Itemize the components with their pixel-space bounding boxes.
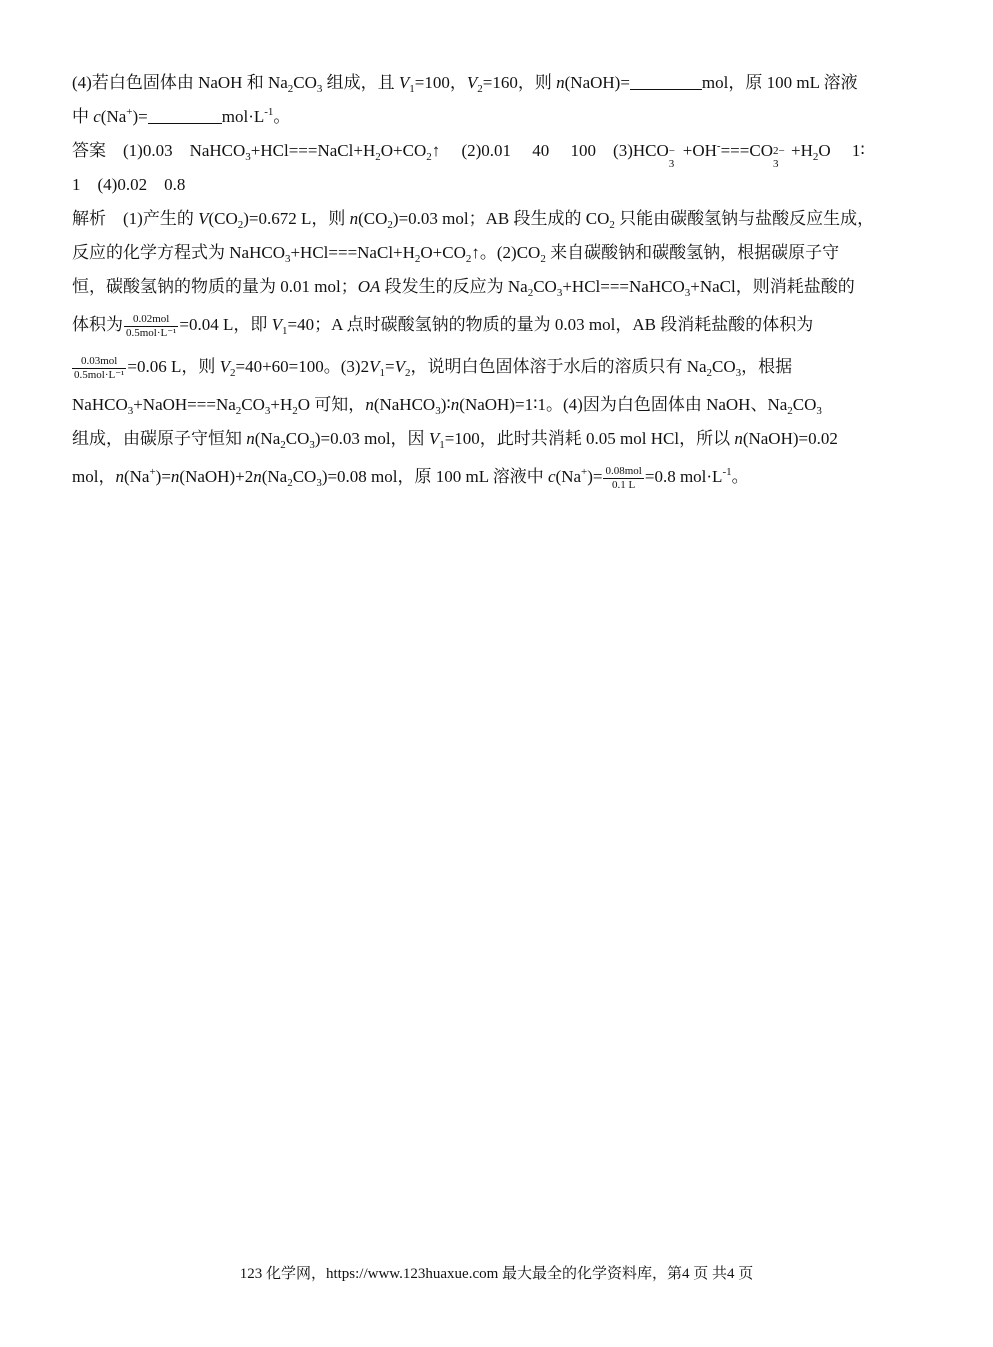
ion-charge xyxy=(772,140,791,170)
fraction xyxy=(124,313,178,340)
analysis-text: (NaOH)=0.02 xyxy=(742,429,838,448)
subscript: 3 xyxy=(668,158,675,170)
analysis-text: CO xyxy=(533,277,557,296)
subscript: 2 xyxy=(706,367,713,379)
analysis-text: +NaOH===Na xyxy=(133,395,236,414)
subscript: 3 xyxy=(435,405,441,417)
analysis-text: )=0.672 L，则 xyxy=(243,209,350,228)
analysis-text: 段发生的反应为 Na xyxy=(380,277,528,296)
analysis-text: =40；A 点时碳酸氢钠的物质的量为 0.03 mol，AB 段消耗盐酸的体积为 xyxy=(287,315,814,334)
analysis-text: (Na xyxy=(555,467,582,486)
analysis-text: ↑。(2)CO xyxy=(471,243,541,262)
answer-part: O+CO xyxy=(380,141,427,160)
answer-part: 0.8 xyxy=(164,175,186,194)
analysis-text: CO xyxy=(292,467,317,486)
analysis-line-8 xyxy=(72,456,924,498)
analysis-line-7 xyxy=(72,422,924,456)
analysis-text: mol， xyxy=(72,467,116,486)
answer-blank-naoh xyxy=(630,69,702,90)
analysis-text: )=0.03 mol，因 xyxy=(314,429,429,448)
q4-text: (Na xyxy=(100,107,127,126)
fraction-denominator: 0.5mol·L⁻¹ xyxy=(74,368,125,381)
superscript: 2− xyxy=(772,145,785,157)
ion-charge xyxy=(668,140,683,170)
subscript: 2 xyxy=(280,439,286,451)
analysis-text: =0.04 L，即 xyxy=(179,315,272,334)
analysis-text: O 可知， xyxy=(297,395,366,414)
subscript: 3 xyxy=(316,83,323,95)
document-body xyxy=(72,66,924,498)
analysis-text: CO xyxy=(792,395,817,414)
analysis-text: 。 xyxy=(731,467,749,486)
subscript: 2 xyxy=(375,151,381,163)
analysis-line-4 xyxy=(72,304,924,346)
subscript: 2 xyxy=(235,405,242,417)
variable: n xyxy=(365,395,374,414)
subscript: 2 xyxy=(292,405,298,417)
subscript: 2 xyxy=(787,405,793,417)
subscript: 2 xyxy=(609,219,615,231)
q4-text: mol·L xyxy=(221,107,265,126)
subscript: 3 xyxy=(284,253,291,265)
analysis-text: O+CO xyxy=(420,243,466,262)
subscript: 3 xyxy=(684,287,691,299)
q4-text: (4)若白色固体由 NaOH 和 Na xyxy=(72,73,288,92)
analysis-text: =0.8 mol·L xyxy=(644,467,723,486)
variable: V xyxy=(428,429,440,448)
subscript: 2 xyxy=(229,367,236,379)
fraction-numerator: 0.08mol xyxy=(605,464,642,477)
superscript: -1 xyxy=(264,106,274,118)
variable: V xyxy=(369,357,380,376)
answer-part: 1 xyxy=(72,175,81,194)
fraction-numerator: 0.03mol xyxy=(72,355,126,369)
superscript: + xyxy=(126,106,133,118)
analysis-text: )= xyxy=(587,467,603,486)
q4-text: 中 xyxy=(72,107,94,126)
answer-part: (2)0.01 xyxy=(461,141,512,160)
subscript: 2 xyxy=(237,219,244,231)
answer-part: ===CO xyxy=(720,141,773,160)
analysis-text: (CO xyxy=(358,209,388,228)
analysis-text: ，根据 xyxy=(741,357,793,376)
variable: V xyxy=(398,73,410,92)
variable: n xyxy=(170,467,180,486)
subscript: 3 xyxy=(264,405,271,417)
analysis-text: 组成，由碳原子守恒知 xyxy=(72,429,247,448)
analysis-text: NaHCO xyxy=(72,395,128,414)
question-4-line-2 xyxy=(72,100,924,134)
variable: V xyxy=(466,73,478,92)
analysis-text: =40+60=100。(3)2 xyxy=(235,357,370,376)
superscript: - xyxy=(716,140,721,152)
subscript: 3 xyxy=(127,405,134,417)
analysis-text: 体积为 xyxy=(72,315,123,334)
superscript: + xyxy=(149,466,156,478)
subscript: 2 xyxy=(414,253,421,265)
subscript: 1 xyxy=(409,83,415,95)
subscript: 3 xyxy=(735,367,742,379)
superscript: + xyxy=(581,466,588,478)
analysis-text: +HCl===NaCl+H xyxy=(290,243,415,262)
page-footer xyxy=(0,1262,993,1286)
q4-text: CO xyxy=(293,73,317,92)
answer-part: NaHCO xyxy=(189,141,246,160)
analysis-text: 来自碳酸钠和碳酸氢钠，根据碳原子守 xyxy=(545,243,840,262)
analysis-line-2 xyxy=(72,236,924,270)
analysis-line-1 xyxy=(72,202,924,236)
analysis-text: )=0.08 mol，原 100 mL 溶液中 xyxy=(321,467,548,486)
superscript: − xyxy=(668,145,675,157)
analysis-text: 反应的化学方程式为 NaHCO xyxy=(72,243,285,262)
q4-text: 组成，且 xyxy=(322,73,399,92)
analysis-text: (Na xyxy=(123,467,150,486)
subscript: 3 xyxy=(816,405,822,417)
variable: c xyxy=(547,467,556,486)
analysis-text: )= xyxy=(155,467,171,486)
variable: OA xyxy=(357,277,381,296)
subscript: 3 xyxy=(245,151,251,163)
variable: n xyxy=(556,73,565,92)
analysis-text: 只能由碳酸氢钠与盐酸反应生成， xyxy=(614,209,875,228)
q4-text: =100， xyxy=(414,73,467,92)
answer-part: O xyxy=(818,141,831,160)
subscript: 1 xyxy=(281,325,288,337)
answer-part: +OH xyxy=(682,141,717,160)
analysis-line-3 xyxy=(72,270,924,304)
answer-label: 答案 xyxy=(72,141,106,160)
variable: V xyxy=(198,209,209,228)
answer-part: 40 xyxy=(532,141,550,160)
q4-text: mol，原 100 mL 溶液 xyxy=(701,73,858,92)
answer-part: 100 xyxy=(570,141,597,160)
analysis-text: )∶ xyxy=(440,395,451,414)
analysis-text: (Na xyxy=(254,429,281,448)
analysis-text: +H xyxy=(270,395,293,414)
answer-part: +H xyxy=(790,141,813,160)
variable: n xyxy=(246,429,255,448)
q4-text: (NaOH)= xyxy=(564,73,630,92)
analysis-label: 解析 xyxy=(72,209,106,228)
analysis-text: ，说明白色固体溶于水后的溶质只有 Na xyxy=(410,357,707,376)
variable: n xyxy=(253,467,262,486)
answer-part: (3)HCO xyxy=(613,141,669,160)
variable: n xyxy=(115,467,124,486)
subscript: 2 xyxy=(287,83,294,95)
subscript: 2 xyxy=(540,253,546,265)
analysis-line-5 xyxy=(72,346,924,388)
analysis-text: (1)产生的 xyxy=(123,209,199,228)
q4-text: 。 xyxy=(273,107,291,126)
analysis-text: (NaOH)=1∶1。(4)因为白色固体由 NaOH、Na xyxy=(459,395,788,414)
analysis-text: +NaCl，则消耗盐酸的 xyxy=(690,277,855,296)
subscript: 3 xyxy=(556,287,563,299)
subscript: 2 xyxy=(465,253,472,265)
answer-line-1 xyxy=(72,134,924,168)
variable: V xyxy=(219,357,230,376)
analysis-text: (NaHCO xyxy=(373,395,436,414)
subscript: 3 xyxy=(309,439,315,451)
subscript: 2 xyxy=(812,151,819,163)
fraction xyxy=(603,465,643,492)
subscript: 2 xyxy=(387,219,393,231)
analysis-text: +HCl===NaHCO xyxy=(562,277,685,296)
analysis-text: =0.06 L，则 xyxy=(127,357,220,376)
answer-part: 1∶ xyxy=(851,141,865,160)
subscript: 1 xyxy=(439,439,445,451)
analysis-text: (CO xyxy=(208,209,238,228)
subscript: 2 xyxy=(527,287,534,299)
analysis-line-6 xyxy=(72,388,924,422)
q4-text: =160，则 xyxy=(482,73,557,92)
analysis-text: 恒，碳酸氢钠的物质的量为 0.01 mol； xyxy=(72,277,358,296)
analysis-text: CO xyxy=(241,395,265,414)
subscript: 3 xyxy=(316,477,322,489)
analysis-text: (Na xyxy=(261,467,288,486)
subscript: 2 xyxy=(287,477,293,489)
variable: n xyxy=(349,209,359,228)
variable: V xyxy=(394,357,405,376)
q4-text: )= xyxy=(132,107,148,126)
variable: n xyxy=(734,429,743,448)
fraction xyxy=(72,355,126,382)
variable: n xyxy=(450,395,460,414)
subscript: 3 xyxy=(772,158,779,170)
analysis-text: =100，此时共消耗 0.05 mol HCl，所以 xyxy=(444,429,735,448)
analysis-text: (NaOH)+2 xyxy=(179,467,254,486)
analysis-text: CO xyxy=(712,357,736,376)
answer-part: (1)0.03 xyxy=(123,141,173,160)
subscript: 2 xyxy=(477,83,483,95)
answer-part: (4)0.02 xyxy=(97,175,148,194)
answer-part: ↑ xyxy=(431,141,441,160)
subscript: 2 xyxy=(426,151,432,163)
variable: V xyxy=(271,315,282,334)
footer-text: 123 化学网，https://www.123huaxue.com 最大最全的化学资料库，第4 页 共4 页 xyxy=(239,1266,754,1282)
analysis-text: )=0.03 mol；AB 段生成的 CO xyxy=(392,209,610,228)
fraction-denominator: 0.5mol·L⁻¹ xyxy=(126,326,177,339)
answer-blank-na-concentration xyxy=(148,103,222,124)
analysis-text: CO xyxy=(285,429,310,448)
question-4-line-1 xyxy=(72,66,924,100)
subscript: 1 xyxy=(379,367,385,379)
fraction-denominator: 0.1 L xyxy=(612,478,636,491)
answer-line-2 xyxy=(72,168,924,202)
analysis-text: = xyxy=(384,357,395,376)
variable: c xyxy=(93,107,101,126)
superscript: -1 xyxy=(722,466,732,478)
answer-part: +HCl===NaCl+H xyxy=(250,141,376,160)
subscript: 2 xyxy=(404,367,411,379)
fraction-numerator: 0.02mol xyxy=(124,313,178,327)
